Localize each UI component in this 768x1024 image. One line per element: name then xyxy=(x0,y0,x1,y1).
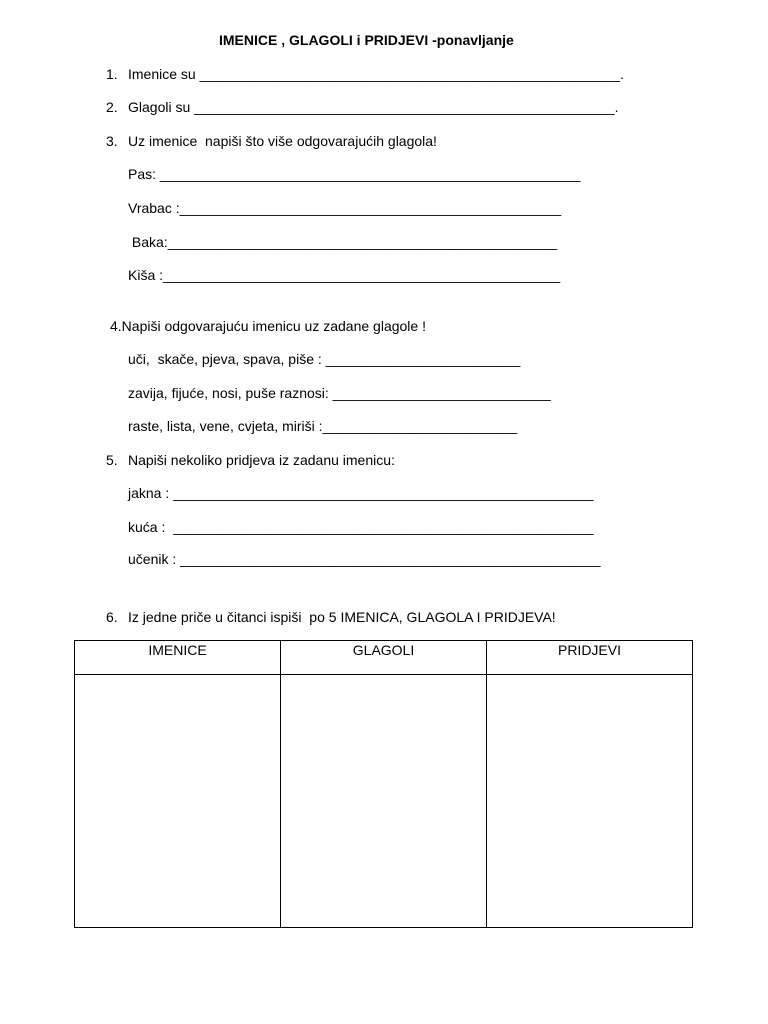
answer-line-vrabac: Vrabac :_________________________________________________ xyxy=(128,200,562,216)
question-3-text: Uz imenice napiši što više odgovarajućih glagola! xyxy=(128,133,437,149)
question-6-text: Iz jedne priče u čitanci ispiši po 5 IMENICA, GLAGOLA I PRIDJEVA! xyxy=(128,609,556,625)
table-row xyxy=(75,675,693,928)
question-2-number: 2. xyxy=(106,99,118,115)
table-cell-pridjevi[interactable] xyxy=(487,675,693,928)
answer-line-raste: raste, lista, vene, cvjeta, miriši :_________________________ xyxy=(128,418,518,434)
answer-line-zavija: zavija, fijuće, nosi, puše raznosi: ____________________________ xyxy=(128,385,551,401)
answer-line-uci: uči, skače, pjeva, spava, piše : _________________________ xyxy=(128,351,521,367)
answer-line-baka: Baka:__________________________________________________ xyxy=(128,234,557,250)
table-header-row xyxy=(75,641,693,675)
answer-line-jakna: jakna : ______________________________________________________ xyxy=(128,485,594,501)
question-5-text: Napiši nekoliko pridjeva iz zadanu imenicu: xyxy=(128,452,395,468)
page-title: IMENICE , GLAGOLI i PRIDJEVI -ponavljanje xyxy=(219,32,514,48)
table-header-pridjevi: PRIDJEVI xyxy=(487,641,693,675)
table-header-imenice: IMENICE xyxy=(75,641,281,675)
answer-line-pas: Pas: ______________________________________________________ xyxy=(128,166,581,182)
question-6-number: 6. xyxy=(106,609,118,625)
question-4-text: 4.Napiši odgovarajuću imenicu uz zadane glagole ! xyxy=(110,318,426,334)
table-header-glagoli: GLAGOLI xyxy=(281,641,487,675)
answer-line-kisa: Kiša :___________________________________________________ xyxy=(128,267,561,283)
answer-table xyxy=(74,640,693,928)
question-5-number: 5. xyxy=(106,452,118,468)
question-3-number: 3. xyxy=(106,133,118,149)
answer-line-kuca: kuća : ______________________________________________________ xyxy=(128,519,594,535)
table-cell-glagoli[interactable] xyxy=(281,675,487,928)
answer-line-ucenik: učenik : ______________________________________________________ xyxy=(128,551,601,567)
question-1-text: Imenice su ______________________________________________________. xyxy=(128,66,624,82)
question-1-number: 1. xyxy=(106,66,118,82)
question-2-text: Glagoli su ______________________________________________________. xyxy=(128,99,619,115)
table-cell-imenice[interactable] xyxy=(75,675,281,928)
